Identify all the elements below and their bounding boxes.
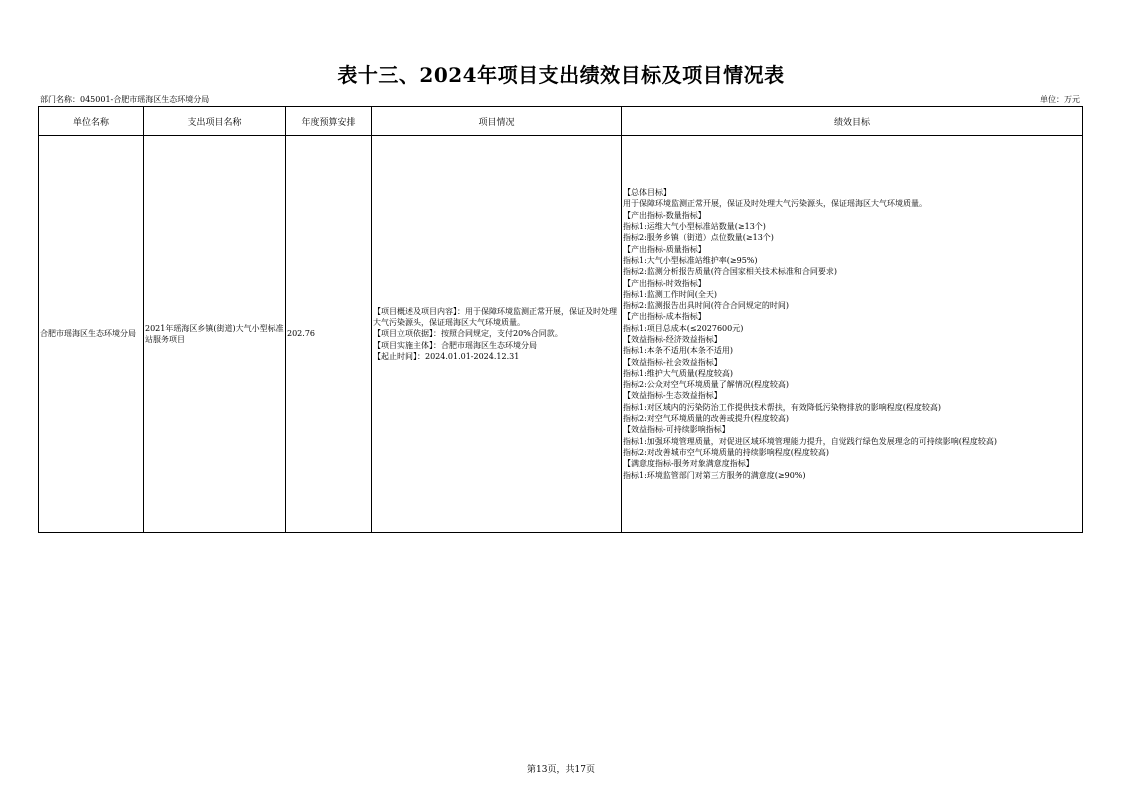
target-line: 用于保障环境监测正常开展，保证及时处理大气污染源头，保证瑶海区大气环境质量。 [623, 199, 927, 209]
target-line: 【效益指标-生态效益指标】 [623, 391, 722, 401]
header-project-situation: 项目情况 [372, 107, 622, 136]
target-line: 指标1:大气小型标准站维护率(≥95%) [623, 255, 758, 265]
target-line: 指标2:对改善城市空气环境质量的持续影响程度(程度较高) [623, 447, 830, 457]
target-line: 指标1:维护大气质量(程度较高) [623, 368, 734, 378]
target-line: 【产出指标-时效指标】 [623, 278, 706, 288]
header-budget: 年度预算安排 [286, 107, 372, 136]
department-label: 部门名称：045001-合肥市瑶海区生态环境分局 [40, 95, 210, 104]
cell-performance-target [622, 136, 1083, 533]
cell-unit-name: 合肥市瑶海区生态环境分局 [39, 136, 144, 533]
table-row [39, 136, 1083, 533]
target-line: 指标2:监测分析报告质量(符合国家相关技术标准和合同要求) [623, 267, 838, 277]
target-line: 指标2:服务乡镇（街道）点位数量(≥13个) [623, 233, 774, 243]
performance-table [38, 106, 1083, 533]
cell-budget: 202.76 [286, 136, 372, 533]
table-header-row [39, 107, 1083, 136]
cell-project-name: 2021年瑶海区乡镇(街道)大气小型标准站服务项目 [144, 136, 286, 533]
target-line: 指标1:对区域内的污染防治工作提供技术帮扶，有效降低污染物排放的影响程度(程度较高) [623, 402, 942, 412]
target-line: 【总体目标】 [623, 188, 671, 198]
situation-line: 【项目实施主体】：合肥市瑶海区生态环境分局 [373, 340, 537, 350]
target-line: 【产出指标-数量指标】 [623, 210, 706, 220]
target-line: 指标2:对空气环境质量的改善或提升(程度较高) [623, 414, 790, 424]
target-line: 【效益指标-社会效益指标】 [623, 357, 722, 367]
target-line: 指标1:项目总成本(≤2027600元) [623, 323, 744, 333]
target-line: 【效益指标-可持续影响指标】 [623, 425, 730, 435]
target-line: 【效益指标-经济效益指标】 [623, 335, 722, 344]
situation-line: 【项目立项依据】：按照合同规定，支付20%合同款。 [373, 329, 563, 339]
header-performance-target: 绩效目标 [622, 107, 1083, 136]
target-line: 指标2:公众对空气环境质量了解情况(程度较高) [623, 380, 790, 390]
target-line: 【产出指标-成本指标】 [623, 312, 706, 322]
unit-label: 单位：万元 [1040, 95, 1080, 104]
header-project-name: 支出项目名称 [144, 107, 286, 136]
page-title: 表十三、2024年项目支出绩效目标及项目情况表 [337, 63, 785, 87]
target-line: 指标1:环境监管部门对第三方服务的满意度(≥90%) [623, 470, 806, 480]
header-unit-name: 单位名称 [39, 107, 144, 136]
page-number: 第13页，共17页 [527, 765, 595, 775]
target-line: 指标1:运维大气小型标准站数量(≥13个) [623, 222, 766, 232]
situation-line: 【项目概述及项目内容】：用于保障环境监测正常开展，保证及时处理大气污染源头，保证瑶海区大气环境质量。 [373, 306, 617, 328]
target-line: 指标1:监测工作时间(全天) [623, 289, 718, 299]
target-line: 指标2:监测报告出具时间(符合合同规定的时间) [623, 301, 790, 311]
target-line: 【产出指标-质量指标】 [623, 244, 706, 254]
situation-line: 【起止时间】：2024.01.01-2024.12.31 [373, 351, 520, 361]
target-line: 【满意度指标-服务对象满意度指标】 [623, 459, 754, 469]
cell-project-situation [372, 136, 622, 533]
target-line: 指标1:加强环境管理质量，对促进区域环境管理能力提升，自觉践行绿色发展理念的可持续影响(程度较高) [623, 436, 998, 446]
target-line: 指标1:本条不适用(本条不适用) [623, 346, 734, 356]
